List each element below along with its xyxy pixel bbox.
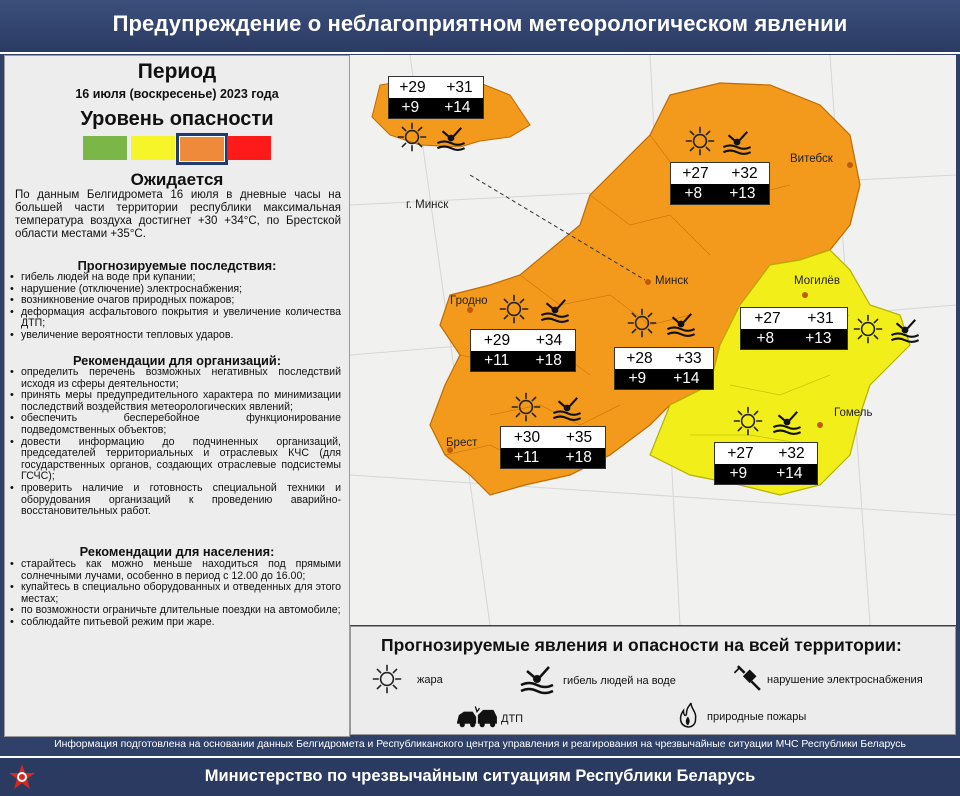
night-max: +18 [565, 449, 592, 466]
day-max: +33 [675, 349, 702, 367]
city-label-minsk-city: г. Минск [406, 199, 449, 211]
sun-icon [498, 293, 530, 325]
consequences-title: Прогнозируемые последствия: [77, 258, 277, 273]
source-note: Информация подготовлена на основании данных Белгидромета и Республиканского центра управления и реагирования на чрезвычайные ситуации МЧС Республики Беларусь [54, 739, 906, 750]
danger-level-yellow [131, 136, 175, 160]
sun-icon [684, 125, 716, 157]
temp-box-mogilev [740, 307, 848, 350]
list-item: • купайтесь в специально оборудованных и отведенных для этого местах; [9, 582, 341, 605]
legend-power-label: нарушение электроснабжения [767, 674, 923, 686]
drowning-icon [538, 293, 572, 327]
belarus-map [350, 55, 956, 625]
night-min: +9 [628, 370, 647, 387]
header-bar [0, 0, 960, 54]
list-item: • старайтесь как можно меньше находиться под прямыми солнечными лучами, особенно в период с 12.00 до 16.00; [9, 559, 341, 582]
day-min: +27 [754, 309, 781, 327]
sun-icon [732, 405, 764, 437]
night-min: +8 [684, 185, 703, 202]
day-min: +27 [682, 164, 709, 182]
day-max: +31 [807, 309, 834, 327]
night-min: +8 [756, 330, 775, 347]
city-label-grodno: Гродно [450, 295, 488, 307]
night-min: +9 [401, 99, 420, 116]
list-item: • деформация асфальтового покрытия и увеличение количества ДТП; [9, 307, 341, 330]
expected-title: Ожидается [130, 170, 224, 189]
legend-fire-label: природные пожары [707, 711, 807, 723]
night-max: +14 [673, 370, 700, 387]
sun-icon [371, 663, 403, 695]
sun-icon [626, 307, 658, 339]
temp-box-vitebsk [670, 162, 770, 205]
drowning-icon [720, 125, 754, 159]
legend-heat-label: жара [417, 674, 443, 686]
org-recommendations-title: Рекомендации для организаций: [72, 353, 282, 368]
sun-icon [510, 391, 542, 423]
list-item: • гибель людей на воде при купании; [9, 272, 341, 284]
sun-icon [852, 313, 884, 345]
day-min: +29 [399, 78, 426, 96]
ministry-title: Министерство по чрезвычайным ситуациям Республики Беларусь [204, 767, 756, 785]
sun-icon [396, 121, 428, 153]
footer-bar [0, 756, 960, 796]
night-max: +14 [776, 465, 803, 482]
org-recommendations-list [9, 367, 341, 518]
car-crash-icon [455, 703, 499, 729]
temp-box-grodno [470, 329, 576, 372]
period-title: Период [137, 60, 217, 83]
legend-accident-label: ДТП [501, 713, 524, 725]
temp-box-brest [500, 426, 606, 469]
day-min: +28 [626, 349, 653, 367]
list-item: • принять меры предупредительного характера по минимизации последствий воздействия метеорологических явлений; [9, 390, 341, 413]
list-item: • определить перечень возможных негативных последствий исходя из сферы деятельности; [9, 367, 341, 390]
drowning-icon [517, 659, 557, 699]
population-recommendations-title: Рекомендации для населения: [79, 544, 275, 559]
power-plug-icon [731, 661, 765, 695]
list-item: • по возможности ограничьте длительные поездки на автомобиле; [9, 605, 341, 617]
population-recommendations-list [9, 559, 341, 629]
temp-box-minsk [614, 347, 714, 390]
legend-drowning-label: гибель людей на воде [563, 675, 676, 687]
list-item: • проверить наличие и готовность специальной техники и оборудования организаций к проведению аварийно-восстановительных работ. [9, 483, 341, 518]
night-max: +18 [535, 352, 562, 369]
day-max: +31 [446, 78, 473, 96]
drowning-icon [770, 405, 804, 439]
drowning-icon [888, 313, 922, 347]
drowning-icon [664, 307, 698, 341]
city-label-minsk: Минск [655, 275, 689, 287]
list-item: • обеспечить бесперебойное функционирование подведомственных объектов; [9, 413, 341, 436]
temp-box-gomel [714, 442, 818, 485]
day-max: +32 [778, 444, 805, 462]
list-item: • соблюдайте питьевой режим при жаре. [9, 617, 341, 629]
wildfire-icon [673, 699, 703, 731]
city-label-mogilev: Могилёв [794, 275, 840, 287]
list-item: • возникновение очагов природных пожаров; [9, 295, 341, 307]
day-max: +35 [565, 428, 593, 446]
city-label-vitebsk: Витебск [790, 153, 833, 165]
city-label-brest: Брест [446, 437, 478, 449]
night-max: +14 [444, 99, 471, 116]
drowning-icon [550, 391, 584, 425]
night-min: +9 [729, 465, 748, 482]
list-item: • довести информацию до подчиненных организаций, председателей территориальных и отраслевых КЧС (для государственных органов, создающих отраслевые подсистемы ГСЧС); [9, 437, 341, 483]
night-max: +13 [729, 185, 756, 202]
page-title: Предупреждение о неблагоприятном метеорологическом явлении [112, 11, 848, 36]
night-max: +13 [805, 330, 832, 347]
consequences-list [9, 272, 341, 342]
list-item: • нарушение (отключение) электроснабжения; [9, 284, 341, 296]
hazards-legend [350, 626, 956, 735]
day-max: +34 [535, 331, 563, 349]
day-min: +30 [513, 428, 541, 446]
temp-box-minsk-city [388, 76, 484, 119]
danger-level-scale [83, 136, 273, 162]
danger-level-orange-active [179, 136, 225, 162]
danger-level-green [83, 136, 127, 160]
danger-level-title: Уровень опасности [80, 108, 274, 130]
drowning-icon [434, 121, 468, 155]
night-min: +11 [484, 352, 510, 369]
legend-title: Прогнозируемые явления и опасности на всей территории: [381, 635, 902, 655]
night-min: +11 [514, 449, 540, 466]
day-min: +29 [483, 331, 511, 349]
day-max: +32 [731, 164, 758, 182]
list-item: • увеличение вероятности тепловых ударов. [9, 330, 341, 342]
period-date: 16 июля (воскресенье) 2023 года [75, 87, 279, 101]
expected-text: По данным Белгидромета 16 июля в дневные часы на большей части территории республики максимальная температура воздуха достигнет +30 +34°С, по Брестской области местами +35°С. [15, 189, 341, 240]
day-min: +27 [727, 444, 754, 462]
info-panel [4, 55, 350, 737]
danger-level-red [227, 136, 271, 160]
city-label-gomel: Гомель [834, 407, 873, 419]
